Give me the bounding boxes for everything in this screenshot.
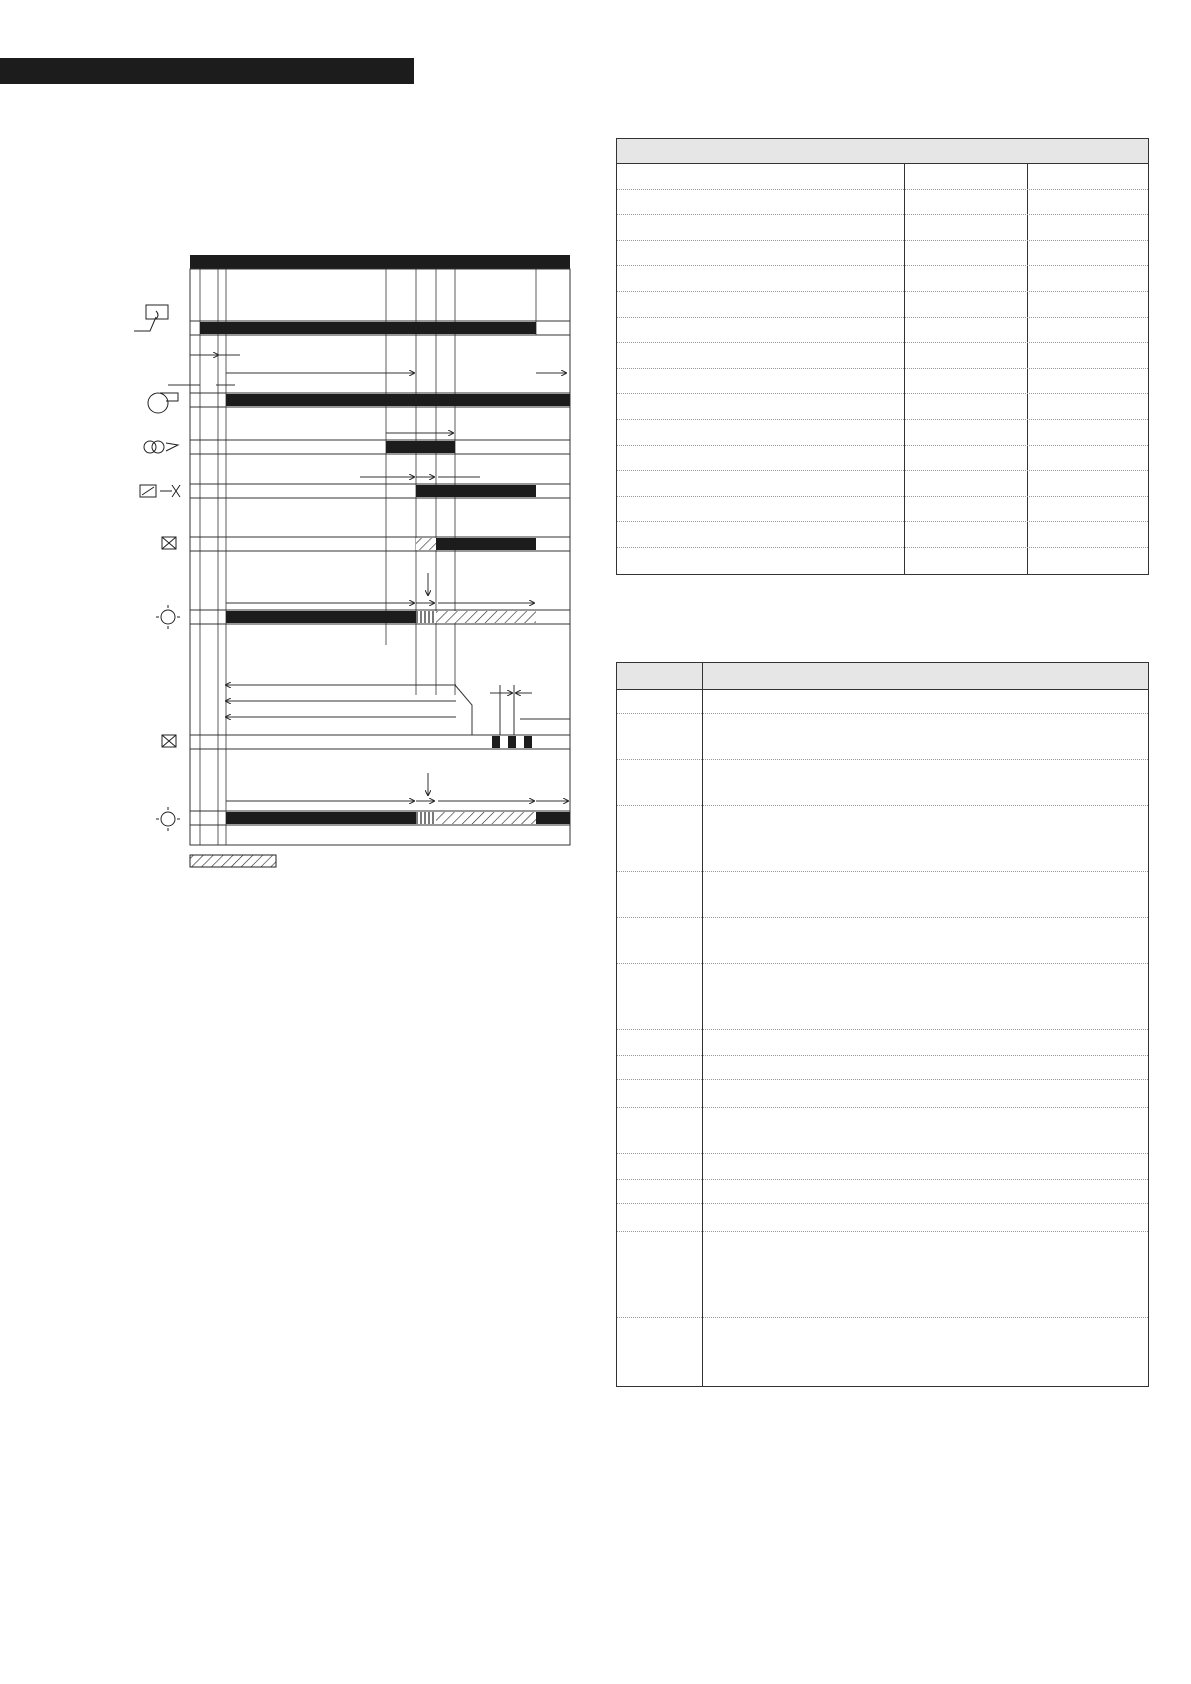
table-cell bbox=[617, 548, 629, 556]
lamp-icon bbox=[156, 807, 180, 831]
table-cell bbox=[905, 292, 917, 300]
gas-valve-icon bbox=[140, 485, 180, 497]
table-cell bbox=[617, 918, 629, 926]
ignition-bar bbox=[386, 441, 455, 453]
table-cell bbox=[1028, 420, 1040, 428]
table-cell bbox=[1028, 241, 1040, 249]
table-row bbox=[617, 1153, 1148, 1180]
table-cell bbox=[905, 343, 917, 351]
ignition-transformer-icon bbox=[144, 441, 178, 453]
table-row bbox=[617, 917, 1148, 964]
table-row bbox=[617, 689, 1148, 713]
table-cell bbox=[617, 1080, 629, 1088]
table-cell bbox=[1028, 471, 1040, 479]
table-row bbox=[617, 240, 1148, 267]
parameter-table bbox=[616, 138, 1149, 575]
table-cell bbox=[617, 163, 629, 171]
table-cell bbox=[617, 1108, 629, 1116]
table-cell bbox=[703, 1030, 715, 1038]
table-cell bbox=[905, 215, 917, 223]
table-row bbox=[617, 445, 1148, 472]
lamp2-hatch bbox=[436, 812, 536, 824]
table-cell bbox=[617, 318, 629, 326]
table-row bbox=[617, 1079, 1148, 1108]
table-cell bbox=[1028, 266, 1040, 274]
table-cell bbox=[617, 689, 629, 697]
lamp2-stripe bbox=[416, 812, 436, 824]
table-row bbox=[617, 189, 1148, 216]
table1-title-row bbox=[617, 139, 1148, 164]
flame-sensor-icon bbox=[162, 537, 176, 549]
lamp-bar bbox=[226, 611, 416, 623]
table-cell bbox=[905, 420, 917, 428]
table-cell bbox=[703, 1080, 715, 1088]
table-cell bbox=[617, 241, 629, 249]
table-cell bbox=[617, 343, 629, 351]
table-cell bbox=[703, 1204, 715, 1212]
table-row bbox=[617, 393, 1148, 420]
legend-hatch-swatch bbox=[190, 855, 276, 867]
table-cell bbox=[617, 190, 629, 198]
table-row bbox=[617, 496, 1148, 523]
fan-icon bbox=[148, 393, 178, 413]
table-cell bbox=[1028, 343, 1040, 351]
table-cell bbox=[1028, 394, 1040, 402]
table-cell bbox=[905, 548, 917, 556]
table-row bbox=[617, 713, 1148, 760]
table-row bbox=[617, 1029, 1148, 1056]
table-cell bbox=[1028, 446, 1040, 454]
table-cell bbox=[617, 497, 629, 505]
table-cell bbox=[905, 369, 917, 377]
table-cell bbox=[703, 760, 715, 768]
table-cell bbox=[617, 292, 629, 300]
table-cell bbox=[703, 714, 715, 722]
thermostat-icon bbox=[134, 305, 168, 331]
table-row bbox=[617, 265, 1148, 292]
table-cell bbox=[905, 446, 917, 454]
table-cell bbox=[1028, 369, 1040, 377]
table-cell bbox=[1028, 318, 1040, 326]
table-cell bbox=[703, 1154, 715, 1162]
table-cell bbox=[617, 806, 629, 814]
table-row bbox=[617, 291, 1148, 318]
table-row bbox=[617, 342, 1148, 369]
table-row bbox=[617, 470, 1148, 497]
table-cell bbox=[617, 266, 629, 274]
table-cell bbox=[1028, 548, 1040, 556]
table-cell bbox=[1028, 190, 1040, 198]
table-row bbox=[617, 1231, 1148, 1318]
table-cell bbox=[905, 522, 917, 530]
table-row bbox=[617, 759, 1148, 806]
table-row bbox=[617, 214, 1148, 241]
table-cell bbox=[617, 394, 629, 402]
table-cell bbox=[703, 964, 715, 972]
table2-header-row bbox=[617, 663, 1148, 690]
description-table bbox=[616, 662, 1149, 1387]
table-cell bbox=[617, 1154, 629, 1162]
lamp-hatch bbox=[436, 611, 536, 623]
flame-pulse-3 bbox=[524, 736, 532, 748]
table-cell bbox=[703, 806, 715, 814]
flame-sensor-hatch bbox=[416, 538, 436, 550]
flame-sensor-icon bbox=[162, 735, 176, 747]
lamp-stripe bbox=[416, 611, 436, 623]
table-cell bbox=[617, 760, 629, 768]
table-cell bbox=[1028, 497, 1040, 505]
table-cell bbox=[617, 369, 629, 377]
table-cell bbox=[1028, 215, 1040, 223]
table-cell bbox=[905, 241, 917, 249]
thermostat-bar bbox=[200, 322, 536, 334]
table-row bbox=[617, 547, 1148, 574]
table-cell bbox=[617, 522, 629, 530]
table-row bbox=[617, 368, 1148, 395]
fan-bar bbox=[226, 394, 570, 406]
table-cell bbox=[703, 689, 715, 697]
table-cell bbox=[617, 471, 629, 479]
flame-sensor-bar bbox=[436, 538, 536, 550]
lamp2-bar-end bbox=[536, 812, 570, 824]
table-row bbox=[617, 805, 1148, 872]
table-row bbox=[617, 963, 1148, 1030]
table-cell bbox=[905, 318, 917, 326]
table-row bbox=[617, 163, 1148, 189]
table-row bbox=[617, 521, 1148, 548]
diagram-header-bar bbox=[190, 255, 570, 269]
flame-pulse-2 bbox=[508, 736, 516, 748]
table-cell bbox=[617, 1030, 629, 1038]
table1-title bbox=[617, 139, 629, 147]
table-cell bbox=[617, 872, 629, 880]
table-cell bbox=[617, 1204, 629, 1212]
table-cell bbox=[617, 1232, 629, 1240]
table-cell bbox=[905, 497, 917, 505]
lamp2-bar bbox=[226, 812, 416, 824]
table-cell bbox=[617, 215, 629, 223]
table-row bbox=[617, 1055, 1148, 1080]
table2-col1-header bbox=[617, 665, 629, 673]
section-header-title bbox=[0, 63, 14, 78]
table-cell bbox=[617, 1318, 629, 1326]
table-cell bbox=[617, 1056, 629, 1064]
table-row bbox=[617, 871, 1148, 918]
table-row bbox=[617, 419, 1148, 446]
timing-diagram bbox=[120, 255, 580, 875]
table-cell bbox=[905, 266, 917, 274]
table-cell bbox=[617, 420, 629, 428]
table-cell bbox=[1028, 292, 1040, 300]
table-row bbox=[617, 1179, 1148, 1204]
table-cell bbox=[617, 446, 629, 454]
table2-col2-header bbox=[703, 665, 715, 673]
table-cell bbox=[905, 190, 917, 198]
table-row bbox=[617, 1203, 1148, 1232]
flame-pulse-1 bbox=[492, 736, 500, 748]
table-cell bbox=[905, 163, 917, 171]
table-cell bbox=[703, 872, 715, 880]
table-cell bbox=[703, 1108, 715, 1116]
table-cell bbox=[703, 1318, 715, 1326]
table-cell bbox=[703, 1232, 715, 1240]
table-cell bbox=[703, 918, 715, 926]
table-cell bbox=[617, 964, 629, 972]
table-cell bbox=[617, 714, 629, 722]
section-header-band bbox=[0, 58, 414, 84]
table-cell bbox=[905, 471, 917, 479]
table-cell bbox=[1028, 522, 1040, 530]
table-cell bbox=[905, 394, 917, 402]
table-cell bbox=[703, 1180, 715, 1188]
lamp-icon bbox=[156, 605, 180, 629]
gas-valve-bar bbox=[416, 485, 536, 497]
table-cell bbox=[1028, 163, 1040, 171]
table-row bbox=[617, 1317, 1148, 1383]
table-cell bbox=[703, 1056, 715, 1064]
table-cell bbox=[617, 1180, 629, 1188]
table-row bbox=[617, 1107, 1148, 1154]
table-row bbox=[617, 317, 1148, 344]
